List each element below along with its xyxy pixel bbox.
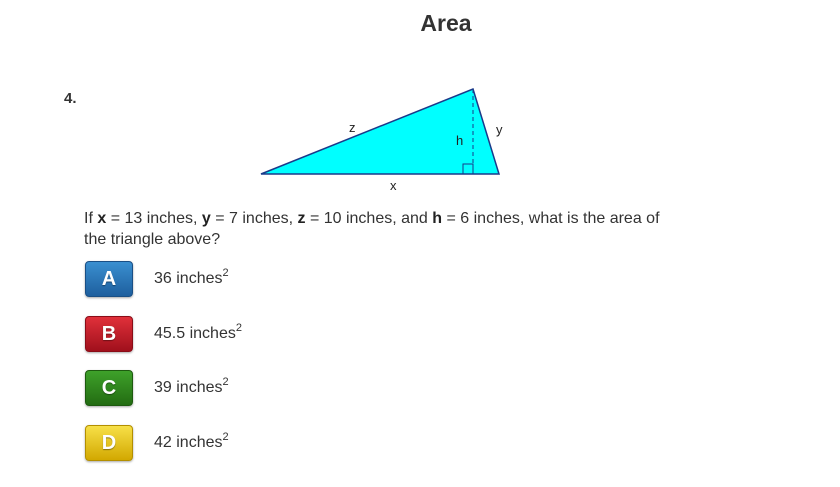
answer-b-exponent: 2 xyxy=(235,322,242,334)
answer-option-d[interactable] xyxy=(85,423,229,463)
answer-option-a[interactable] xyxy=(85,259,229,299)
answer-c-button[interactable]: C xyxy=(85,370,133,406)
val-x: = 13 inches, xyxy=(106,210,202,227)
answer-a-text[interactable] xyxy=(154,267,229,288)
answer-a-button[interactable]: A xyxy=(85,261,133,297)
answer-option-c[interactable] xyxy=(85,368,229,408)
answer-d-button[interactable]: D xyxy=(85,425,133,461)
triangle-shape xyxy=(261,89,499,174)
answer-a-exponent: 2 xyxy=(222,267,229,279)
label-y: y xyxy=(496,122,503,137)
answer-c-exponent: 2 xyxy=(222,376,229,388)
answer-a-value: 36 inches xyxy=(154,270,223,287)
val-h: = 6 inches, what is the area of the triangle above? xyxy=(84,210,660,248)
label-h: h xyxy=(456,133,464,148)
page-title: Area xyxy=(420,10,472,36)
label-z: z xyxy=(349,120,356,135)
answer-d-text[interactable] xyxy=(154,431,229,452)
answer-c-text[interactable] xyxy=(154,376,229,397)
answer-b-value: 45.5 inches xyxy=(154,325,236,342)
answer-d-exponent: 2 xyxy=(222,431,229,443)
answer-d-value: 42 inches xyxy=(154,434,223,451)
question-number: 4. xyxy=(64,90,77,107)
triangle-figure xyxy=(0,0,840,200)
answer-option-b[interactable] xyxy=(85,314,242,354)
var-h: h xyxy=(432,210,443,227)
label-x: x xyxy=(390,178,397,193)
var-z: z xyxy=(297,210,306,227)
question-text xyxy=(84,208,684,250)
val-z: = 10 inches, and xyxy=(305,210,433,227)
answer-b-button[interactable]: B xyxy=(85,316,133,352)
var-x: x xyxy=(97,210,107,227)
answer-b-text[interactable] xyxy=(154,322,242,343)
var-y: y xyxy=(201,210,211,227)
question-text-prefix: If xyxy=(84,210,98,227)
val-y: = 7 inches, xyxy=(210,210,298,227)
answer-c-value: 39 inches xyxy=(154,379,223,396)
